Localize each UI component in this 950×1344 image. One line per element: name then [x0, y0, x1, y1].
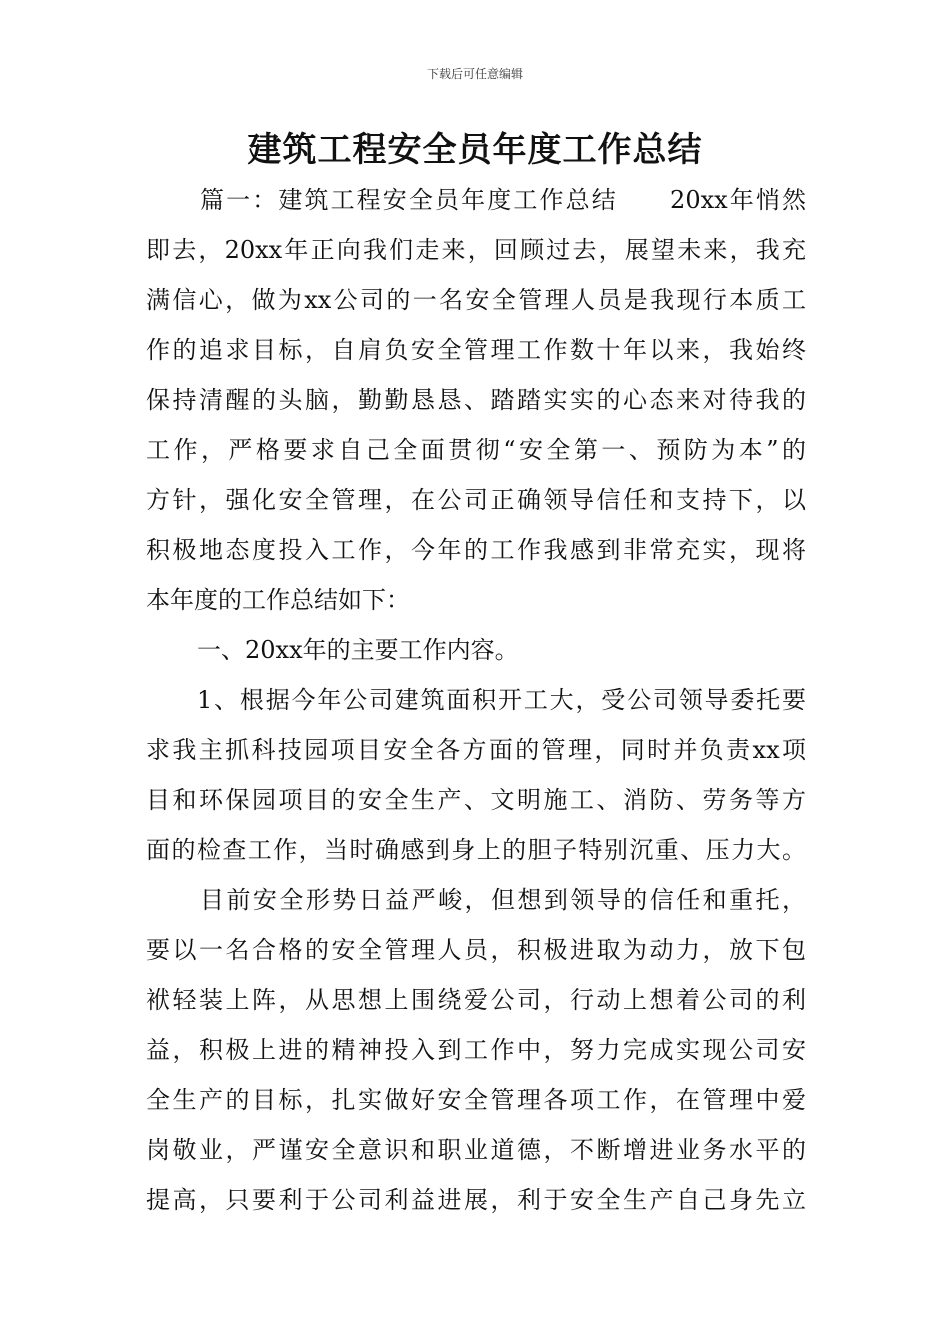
body-line: 目前安全形势日益严峻，但想到领导的信任和重托， — [200, 886, 806, 914]
body-line: 益，积极上进的精神投入到工作中，努力完成实现公司安 — [146, 1036, 806, 1064]
body-line: 篇一：建筑工程安全员年度工作总结 20xx年悄然 — [200, 186, 806, 214]
body-line: 袱轻装上阵，从思想上围绕爱公司，行动上想着公司的利 — [146, 986, 806, 1014]
page-header-note: 下载后可任意编辑 — [426, 67, 523, 81]
body-line: 即去，20xx年正向我们走来，回顾过去，展望未来，我充 — [146, 236, 806, 264]
body-line: 工作，严格要求自己全面贯彻“安全第一、预防为本”的 — [146, 436, 806, 464]
body-line: 要以一名合格的安全管理人员，积极进取为动力，放下包 — [146, 936, 806, 964]
body-line: 积极地态度投入工作，今年的工作我感到非常充实，现将 — [146, 536, 806, 564]
body-line: 全生产的目标，扎实做好安全管理各项工作，在管理中爱 — [146, 1086, 806, 1114]
body-line: 1、根据今年公司建筑面积开工大，受公司领导委托要 — [197, 686, 806, 714]
body-line: 方针，强化安全管理，在公司正确领导信任和支持下，以 — [146, 486, 806, 514]
body-line: 面的检查工作，当时确感到身上的胆子特别沉重、压力大。 — [146, 836, 806, 864]
body-line: 提高，只要利于公司利益进展，利于安全生产自己身先立 — [146, 1186, 806, 1214]
body-line: 作的追求目标，自肩负安全管理工作数十年以来，我始终 — [146, 336, 806, 364]
body-line: 保持清醒的头脑，勤勤恳恳、踏踏实实的心态来对待我的 — [146, 386, 806, 414]
body-line: 岗敬业，严谨安全意识和职业道德，不断增进业务水平的 — [146, 1136, 806, 1164]
document-title: 建筑工程安全员年度工作总结 — [247, 130, 703, 170]
body-line: 满信心，做为xx公司的一名安全管理人员是我现行本质工 — [146, 286, 806, 314]
section-heading: 一、20xx年的主要工作内容。 — [197, 636, 519, 664]
body-line: 目和环保园项目的安全生产、文明施工、消防、劳务等方 — [146, 786, 806, 814]
body-line: 本年度的工作总结如下： — [146, 586, 410, 614]
body-line: 求我主抓科技园项目安全各方面的管理，同时并负责xx项 — [146, 736, 806, 764]
